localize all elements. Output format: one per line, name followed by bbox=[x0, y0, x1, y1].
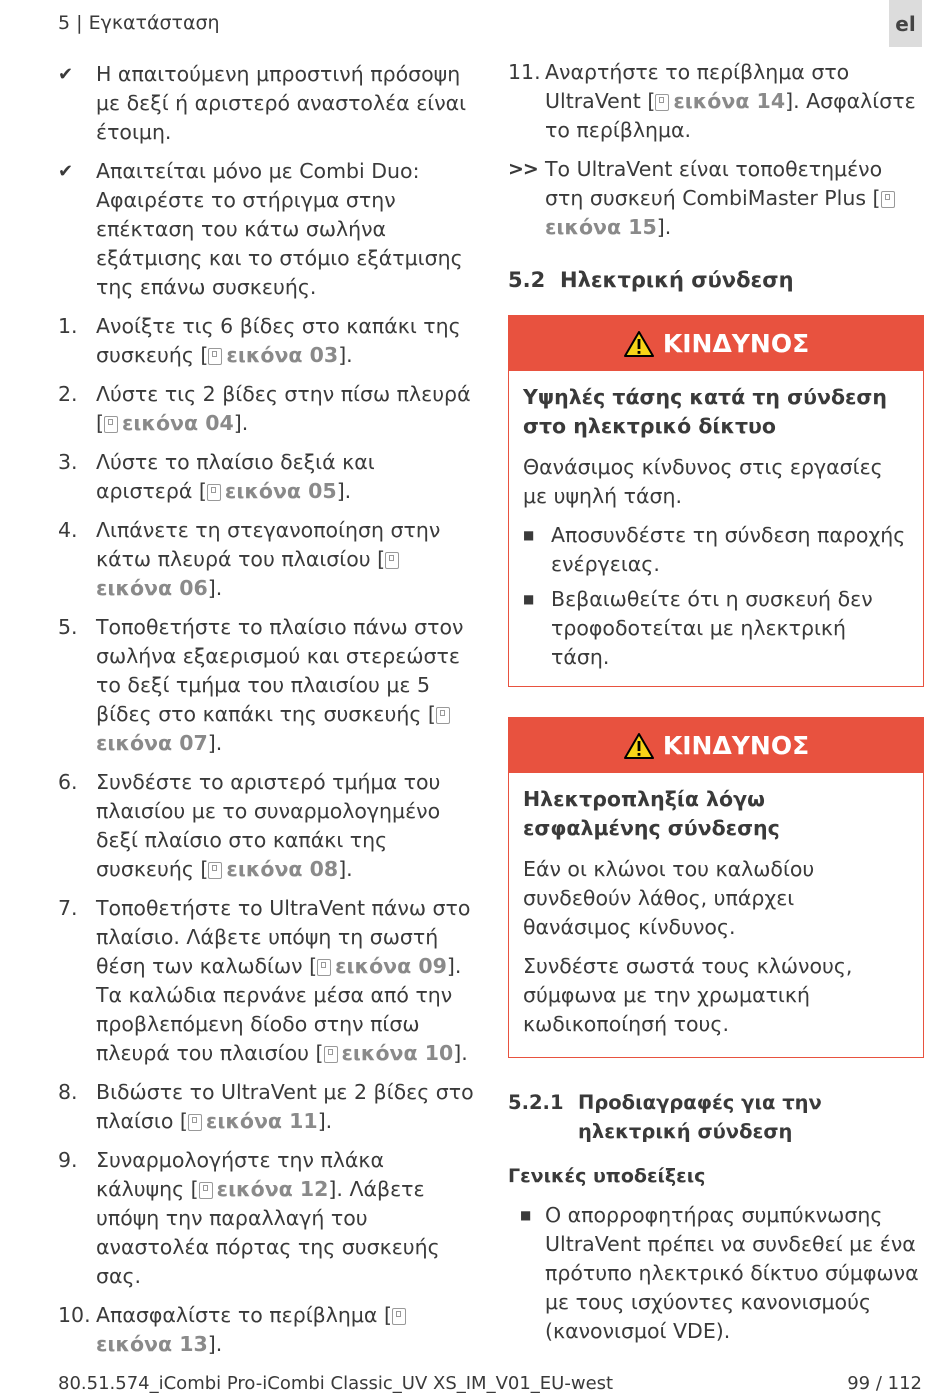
subsection-title: Προδιαγραφές για την ηλεκτρική σύνδεση bbox=[578, 1091, 822, 1143]
danger-box-high-voltage bbox=[508, 315, 924, 687]
step-item bbox=[58, 380, 474, 438]
step-number: 9. bbox=[58, 1148, 78, 1172]
danger-body bbox=[509, 371, 923, 686]
prerequisite-item bbox=[58, 157, 474, 302]
figure-reference-link[interactable]: εικόνα 15 bbox=[545, 215, 657, 239]
figure-reference-icon bbox=[208, 348, 222, 365]
result-item bbox=[508, 155, 924, 242]
bullet-text: Ο απορροφητήρας συμπύκνωσης UltraVent πρέπει να συνδεθεί με ένα πρότυπο ηλεκτρικό δίκτυο σύμφωνα με τους ισχύοντες κανονισμούς (κανονισμοί VDE). bbox=[545, 1203, 919, 1343]
figure-reference-link[interactable]: εικόνα 10 bbox=[341, 1041, 454, 1065]
list-item bbox=[523, 585, 909, 672]
bullet-square-icon: ■ bbox=[520, 1208, 532, 1222]
step-item bbox=[58, 448, 474, 506]
figure-reference-icon bbox=[317, 959, 331, 976]
warning-triangle-icon bbox=[623, 330, 655, 358]
figure-reference-link[interactable]: εικόνα 11 bbox=[205, 1109, 318, 1133]
step-item bbox=[58, 516, 474, 603]
warning-triangle-icon bbox=[623, 732, 655, 760]
figure-reference-icon bbox=[199, 1182, 213, 1199]
language-badge: el bbox=[889, 0, 922, 47]
figure-reference-icon bbox=[207, 484, 221, 501]
item-text: Ανοίξτε τις 6 βίδες στο καπάκι της συσκευής [ εικόνα 03]. bbox=[96, 314, 461, 367]
item-text: Λύστε τις 2 βίδες στην πίσω πλευρά [ εικόνα 04]. bbox=[96, 382, 471, 435]
danger-header bbox=[509, 718, 923, 773]
item-text: Λύστε το πλαίσιο δεξιά και αριστερά [ εικόνα 05]. bbox=[96, 450, 375, 503]
step-number: 6. bbox=[58, 770, 78, 794]
item-text: Τοποθετήστε το πλαίσιο πάνω στον σωλήνα εξαερισμού και στερεώστε το δεξί τμήμα του πλαισίου με 5 βίδες στο καπάκι της συσκευής [εικόνα 07]. bbox=[96, 615, 464, 755]
figure-reference-icon bbox=[881, 191, 895, 208]
left-column bbox=[58, 60, 474, 1369]
general-notes-heading: Γενικές υποδείξεις bbox=[508, 1165, 706, 1187]
figure-reference-icon bbox=[385, 552, 399, 569]
list-item bbox=[508, 1201, 924, 1346]
bullet-square-icon: ■ bbox=[523, 592, 535, 606]
bullet-text: Αποσυνδέστε τη σύνδεση παροχής ενέργειας. bbox=[551, 523, 906, 576]
step-number: 4. bbox=[58, 518, 78, 542]
danger-subtitle: Ηλεκτροπληξία λόγω εσφαλμένης σύνδεσης bbox=[523, 787, 780, 840]
right-column bbox=[508, 58, 924, 1346]
item-text: Η απαιτούμενη μπροστινή πρόσοψη με δεξί ή αριστερό αναστολέα είναι έτοιμη. bbox=[96, 62, 467, 144]
item-text: Το UltraVent είναι τοποθετημένο στη συσκευή CombiMaster Plus [εικόνα 15]. bbox=[545, 155, 924, 242]
figure-reference-link[interactable]: εικόνα 09 bbox=[335, 954, 447, 978]
step-number: 11. bbox=[508, 60, 541, 84]
prerequisite-item bbox=[58, 60, 474, 147]
item-text: Συνδέστε το αριστερό τμήμα του πλαισίου με το συναρμολογημένο δεξί πλαίσιο στο καπάκι της συσκευής [ εικόνα 08]. bbox=[96, 770, 441, 881]
checkmark-icon: ✔ bbox=[58, 161, 74, 182]
danger-subtitle: Υψηλές τάσης κατά τη σύνδεση στο ηλεκτρικό δίκτυο bbox=[523, 385, 887, 438]
step-item bbox=[58, 613, 474, 758]
step-number: 1. bbox=[58, 314, 78, 338]
result-arrow-icon: >> bbox=[508, 158, 538, 180]
danger-label: ΚΙΝΔΥΝΟΣ bbox=[662, 329, 810, 358]
document-id: 80.51.574_iCombi Pro-iCombi Classic_UV XS_IM_V01_EU-west bbox=[58, 1373, 614, 1394]
section-number: 5.2 bbox=[508, 268, 546, 292]
item-text: Απασφαλίστε το περίβλημα [εικόνα 13]. bbox=[96, 1301, 474, 1359]
checkmark-icon: ✔ bbox=[58, 64, 74, 85]
step-number: 2. bbox=[58, 382, 78, 406]
page-number: 99 / 112 bbox=[847, 1373, 922, 1394]
item-text: Λιπάνετε τη στεγανοποίηση στην κάτω πλευρά του πλαισίου [εικόνα 06]. bbox=[96, 518, 441, 600]
figure-reference-link[interactable]: εικόνα 04 bbox=[122, 411, 234, 435]
danger-box-electric-shock bbox=[508, 717, 924, 1058]
bullet-text: Βεβαιωθείτε ότι η συσκευή δεν τροφοδοτείται με ηλεκτρική τάση. bbox=[551, 587, 873, 669]
chapter-title: 5 | Εγκατάσταση bbox=[58, 12, 220, 34]
figure-reference-link[interactable]: εικόνα 06 bbox=[96, 576, 208, 600]
figure-reference-link[interactable]: εικόνα 12 bbox=[216, 1177, 329, 1201]
danger-text: Εάν οι κλώνοι του καλωδίου συνδεθούν λάθος, υπάρχει θανάσιμος κίνδυνος. bbox=[523, 857, 815, 939]
section-title: Ηλεκτρική σύνδεση bbox=[560, 268, 794, 292]
danger-label: ΚΙΝΔΥΝΟΣ bbox=[662, 731, 810, 760]
step-item bbox=[58, 312, 474, 370]
step-item bbox=[58, 768, 474, 884]
step-number: 8. bbox=[58, 1080, 78, 1104]
figure-reference-icon bbox=[324, 1046, 338, 1063]
step-item bbox=[58, 1078, 474, 1136]
item-text: Αναρτήστε το περίβλημα στο UltraVent [ εικόνα 14]. Ασφαλίστε το περίβλημα. bbox=[545, 60, 916, 142]
figure-reference-icon bbox=[188, 1114, 202, 1131]
figure-reference-icon bbox=[392, 1308, 406, 1325]
figure-reference-link[interactable]: εικόνα 07 bbox=[96, 731, 208, 755]
danger-header bbox=[509, 316, 923, 371]
figure-reference-icon bbox=[208, 862, 222, 879]
step-item bbox=[58, 1301, 474, 1359]
item-text: Τοποθετήστε το UltraVent πάνω στο πλαίσιο. Λάβετε υπόψη τη σωστή θέση των καλωδίων [ εικόνα 09]. Τα καλώδια περνάνε μέσα από την προβλεπόμενη δίοδο στην πίσω πλευρά του πλαισίου [ εικόνα 10]. bbox=[96, 896, 471, 1065]
step-number: 7. bbox=[58, 896, 78, 920]
figure-reference-icon bbox=[104, 416, 118, 433]
figure-reference-link[interactable]: εικόνα 05 bbox=[224, 479, 337, 503]
bullet-square-icon: ■ bbox=[523, 528, 535, 542]
item-text: Απαιτείται μόνο με Combi Duo: Αφαιρέστε το στήριγμα στην επέκταση του κάτω σωλήνα εξάτμισης και το στόμιο εξάτμισης της επάνω συσκευής. bbox=[96, 159, 463, 299]
step-number: 3. bbox=[58, 450, 78, 474]
figure-reference-icon bbox=[436, 707, 450, 724]
danger-text: Θανάσιμος κίνδυνος στις εργασίες με υψηλή τάση. bbox=[523, 455, 883, 508]
section-heading bbox=[508, 266, 924, 295]
danger-text: Συνδέστε σωστά τους κλώνους, σύμφωνα με την χρωματική κωδικοποίησή τους. bbox=[523, 954, 853, 1036]
danger-body bbox=[509, 773, 923, 1057]
item-text: Βιδώστε το UltraVent με 2 βίδες στο πλαίσιο [ εικόνα 11]. bbox=[96, 1080, 474, 1133]
step-number: 5. bbox=[58, 615, 78, 639]
figure-reference-link[interactable]: εικόνα 08 bbox=[226, 857, 339, 881]
subsection-heading bbox=[508, 1088, 924, 1146]
step-item bbox=[58, 894, 474, 1068]
step-item bbox=[508, 58, 924, 145]
item-text: Συναρμολογήστε την πλάκα κάλυψης [ εικόνα 12]. Λάβετε υπόψη την παραλλαγή του αναστολέα πόρτας της συσκευής σας. bbox=[96, 1148, 440, 1288]
step-item bbox=[58, 1146, 474, 1291]
subsection-number: 5.2.1 bbox=[508, 1091, 564, 1114]
figure-reference-icon bbox=[655, 94, 669, 111]
figure-reference-link[interactable]: εικόνα 03 bbox=[226, 343, 339, 367]
list-item bbox=[523, 521, 909, 579]
figure-reference-link[interactable]: εικόνα 13 bbox=[96, 1332, 208, 1356]
figure-reference-link[interactable]: εικόνα 14 bbox=[673, 89, 786, 113]
step-number: 10. bbox=[58, 1303, 91, 1327]
